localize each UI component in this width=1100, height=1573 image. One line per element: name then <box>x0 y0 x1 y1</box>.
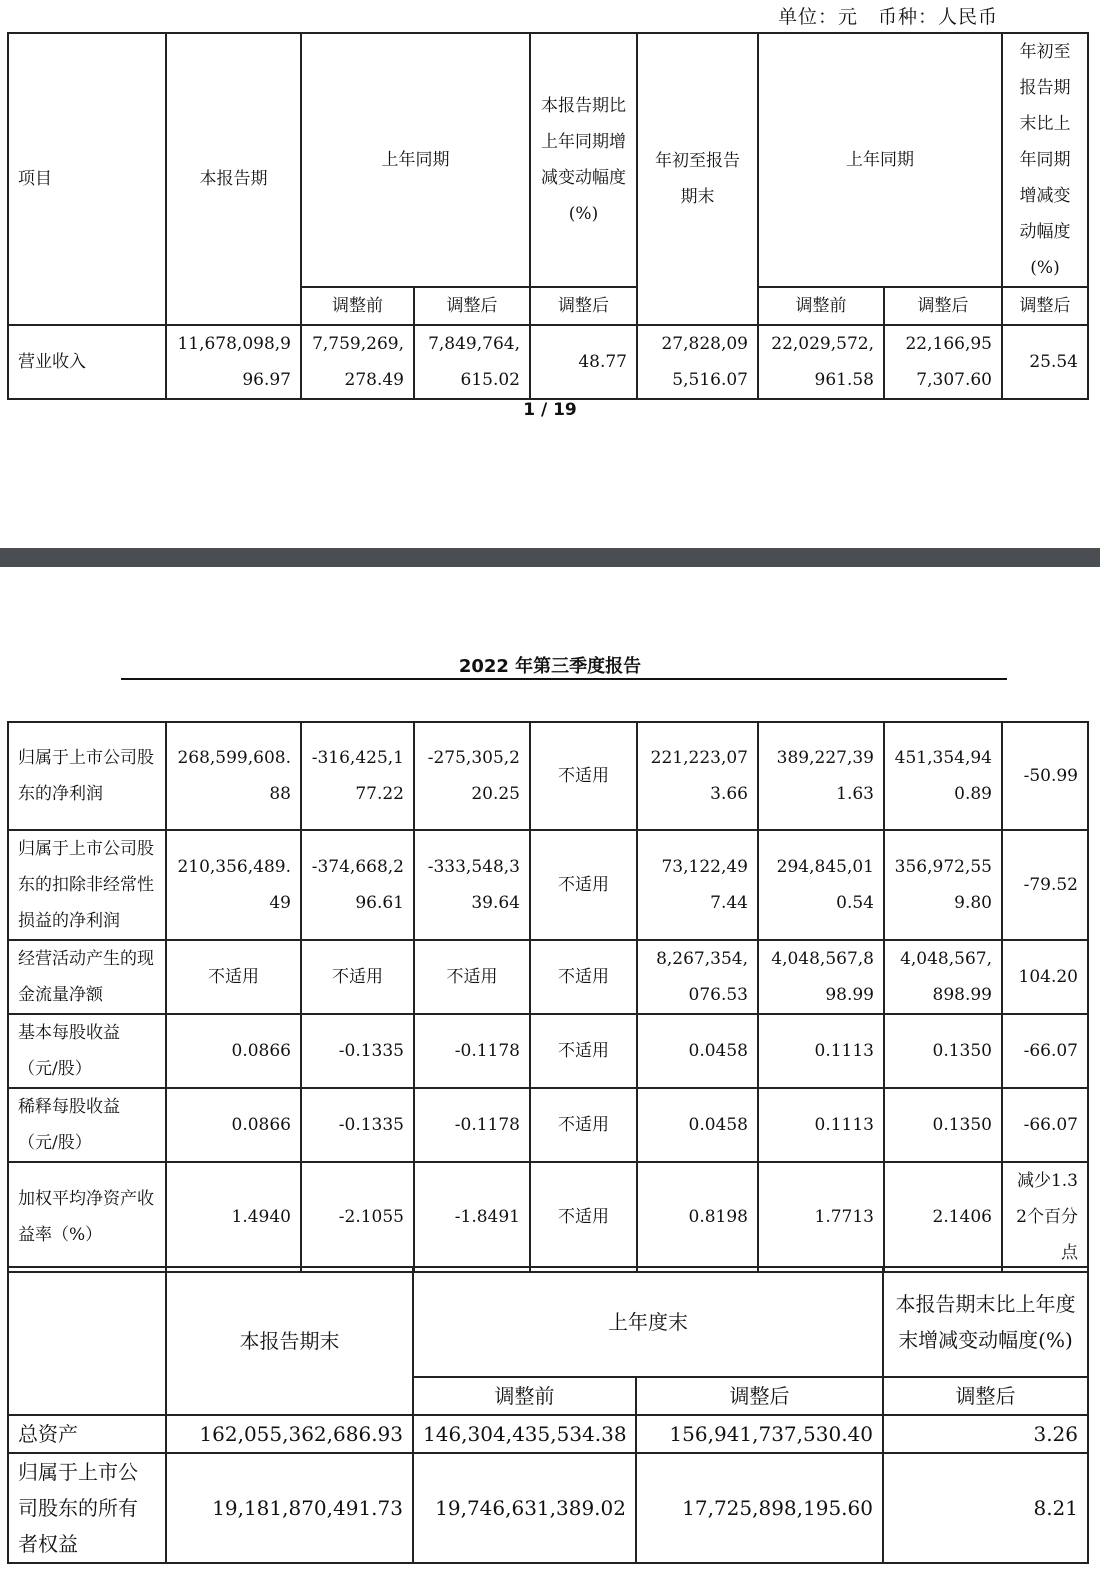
header-before-adjustment: 调整前 <box>413 1377 636 1415</box>
header-current-period: 本报告期 <box>166 33 301 325</box>
table-row <box>8 722 1088 830</box>
cell-value: -333,548,339.64 <box>414 830 530 940</box>
header-after-adjustment: 调整后 <box>883 1377 1088 1415</box>
row-label: 归属于上市公司股东的所有者权益 <box>8 1453 166 1563</box>
header-after-adjustment: 调整后 <box>414 287 530 325</box>
cell-value: 7,849,764,615.02 <box>414 325 530 399</box>
header-change-pct: 本报告期比上年同期增减变动幅度(%) <box>530 33 637 287</box>
header-same-period-last-year: 上年同期 <box>301 33 530 287</box>
cell-value: 0.1113 <box>758 1014 884 1088</box>
cell-value: 389,227,391.63 <box>758 722 884 830</box>
cell-value: 0.0866 <box>166 1014 301 1088</box>
row-label: 经营活动产生的现金流量净额 <box>8 940 166 1014</box>
cell-value: 0.0458 <box>637 1088 758 1162</box>
table-row <box>8 1453 1088 1563</box>
cell-value: 11,678,098,996.97 <box>166 325 301 399</box>
header-item: 项目 <box>8 33 166 325</box>
report-title: 2022 年第三季度报告 <box>458 656 642 677</box>
financial-data-table <box>7 721 1089 1273</box>
table-row <box>8 1415 1088 1453</box>
table-row <box>8 1162 1088 1272</box>
page-separator <box>0 548 1100 567</box>
cell-value: 17,725,898,195.60 <box>636 1453 883 1563</box>
cell-value: -0.1178 <box>414 1014 530 1088</box>
cell-value: 8.21 <box>883 1453 1088 1563</box>
table-row <box>8 1088 1088 1162</box>
balance-sheet-table <box>7 1266 1089 1564</box>
header-last-year-end: 上年度末 <box>413 1267 883 1377</box>
cell-value: 不适用 <box>530 1014 637 1088</box>
header-change-pct: 本报告期末比上年度末增减变动幅度(%) <box>883 1267 1088 1377</box>
cell-value: 156,941,737,530.40 <box>636 1415 883 1453</box>
header-after-adjustment: 调整后 <box>1002 287 1088 325</box>
row-label: 基本每股收益（元/股） <box>8 1014 166 1088</box>
table-row <box>8 940 1088 1014</box>
cell-value: 不适用 <box>530 1162 637 1272</box>
cell-value: 25.54 <box>1002 325 1088 399</box>
cell-value: -316,425,177.22 <box>301 722 414 830</box>
cell-value: 0.8198 <box>637 1162 758 1272</box>
unit-currency-label: 单位：元 币种：人民币 <box>778 6 999 28</box>
cell-value: 3.26 <box>883 1415 1088 1453</box>
cell-value: 0.1350 <box>884 1088 1002 1162</box>
header-before-adjustment: 调整前 <box>758 287 884 325</box>
cell-value: -0.1335 <box>301 1014 414 1088</box>
cell-value: 146,304,435,534.38 <box>413 1415 636 1453</box>
cell-value: 不适用 <box>530 1088 637 1162</box>
header-before-adjustment: 调整前 <box>301 287 414 325</box>
cell-value: 不适用 <box>530 830 637 940</box>
cell-value: -0.1335 <box>301 1088 414 1162</box>
cell-value: 0.0866 <box>166 1088 301 1162</box>
header-ytd: 年初至报告期末 <box>637 33 758 325</box>
cell-value: 0.0458 <box>637 1014 758 1088</box>
cell-value: -1.8491 <box>414 1162 530 1272</box>
row-label: 总资产 <box>8 1415 166 1453</box>
cell-value: 221,223,073.66 <box>637 722 758 830</box>
cell-value: 4,048,567,898.99 <box>758 940 884 1014</box>
cell-value: 104.20 <box>1002 940 1088 1014</box>
cell-value: 19,181,870,491.73 <box>166 1453 413 1563</box>
cell-value: -0.1178 <box>414 1088 530 1162</box>
cell-value: 减少1.32个百分点 <box>1002 1162 1088 1272</box>
cell-value: 不适用 <box>530 722 637 830</box>
cell-value: -66.07 <box>1002 1088 1088 1162</box>
cell-value: 162,055,362,686.93 <box>166 1415 413 1453</box>
cell-value: 210,356,489.49 <box>166 830 301 940</box>
financial-data-table-header <box>7 32 1089 400</box>
cell-value: 268,599,608.88 <box>166 722 301 830</box>
header-after-adjustment: 调整后 <box>530 287 637 325</box>
page-number: 1 / 19 <box>523 400 577 420</box>
cell-value: 73,122,497.44 <box>637 830 758 940</box>
cell-value: 不适用 <box>414 940 530 1014</box>
cell-value: 不适用 <box>530 940 637 1014</box>
cell-value: 0.1113 <box>758 1088 884 1162</box>
cell-value: -79.52 <box>1002 830 1088 940</box>
row-label: 营业收入 <box>8 325 166 399</box>
cell-value: 0.1350 <box>884 1014 1002 1088</box>
cell-value: 8,267,354,076.53 <box>637 940 758 1014</box>
cell-value: -2.1055 <box>301 1162 414 1272</box>
row-label: 稀释每股收益（元/股） <box>8 1088 166 1162</box>
row-label: 归属于上市公司股东的扣除非经常性损益的净利润 <box>8 830 166 940</box>
cell-value: 451,354,940.89 <box>884 722 1002 830</box>
cell-value: 27,828,095,516.07 <box>637 325 758 399</box>
cell-value: -50.99 <box>1002 722 1088 830</box>
cell-value: 294,845,010.54 <box>758 830 884 940</box>
row-label: 加权平均净资产收益率（%） <box>8 1162 166 1272</box>
cell-value: 不适用 <box>166 940 301 1014</box>
row-label: 归属于上市公司股东的净利润 <box>8 722 166 830</box>
table-row <box>8 830 1088 940</box>
cell-value: -374,668,296.61 <box>301 830 414 940</box>
header-after-adjustment: 调整后 <box>636 1377 883 1415</box>
cell-value: 1.7713 <box>758 1162 884 1272</box>
title-underline <box>121 678 1007 680</box>
cell-value: 22,029,572,961.58 <box>758 325 884 399</box>
header-period-end: 本报告期末 <box>166 1267 413 1415</box>
cell-value: 19,746,631,389.02 <box>413 1453 636 1563</box>
cell-value: 356,972,559.80 <box>884 830 1002 940</box>
cell-value: 1.4940 <box>166 1162 301 1272</box>
cell-value: 22,166,957,307.60 <box>884 325 1002 399</box>
header-after-adjustment: 调整后 <box>884 287 1002 325</box>
cell-value: -275,305,220.25 <box>414 722 530 830</box>
cell-value: -66.07 <box>1002 1014 1088 1088</box>
table-row <box>8 325 1088 399</box>
header-same-period-last-year-ytd: 上年同期 <box>758 33 1002 287</box>
cell-value: 2.1406 <box>884 1162 1002 1272</box>
cell-value: 48.77 <box>530 325 637 399</box>
cell-value: 7,759,269,278.49 <box>301 325 414 399</box>
cell-value: 不适用 <box>301 940 414 1014</box>
cell-value: 4,048,567,898.99 <box>884 940 1002 1014</box>
table-row <box>8 1014 1088 1088</box>
header-ytd-change-pct: 年初至报告期末比上年同期增减变动幅度(%) <box>1002 33 1088 287</box>
header-item-empty <box>8 1267 166 1415</box>
